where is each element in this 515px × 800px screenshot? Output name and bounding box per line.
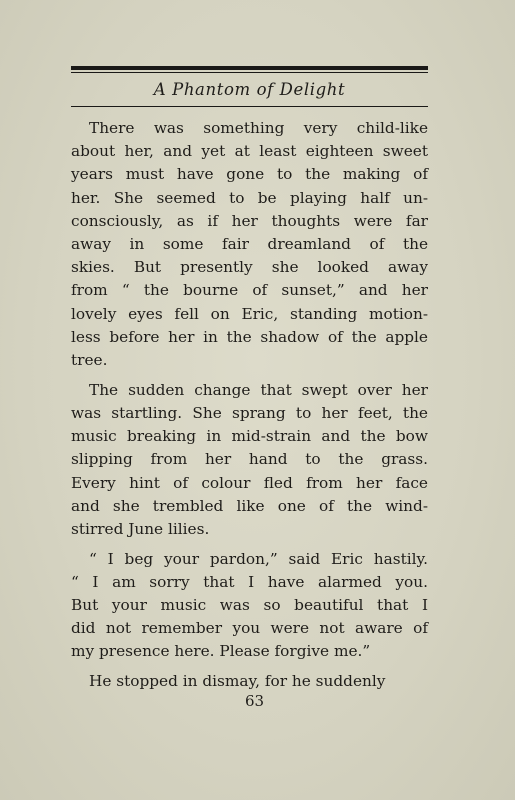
text-line: “ I am sorry that I have alarmed you. (71, 572, 428, 591)
text-line: from “ the bourne of sunset,” and her (71, 281, 428, 300)
header-rule-thick (71, 66, 428, 70)
text-line: away in some fair dreamland of the (71, 235, 428, 254)
header-rule-top (71, 72, 428, 73)
text-line: my presence here. Please forgive me.” (71, 642, 371, 661)
page-number: 63 (244, 692, 265, 710)
text-line: less before her in the shadow of the apple (71, 327, 428, 346)
text-line: The sudden change that swept over her (89, 380, 428, 399)
text-line: consciously, as if her thoughts were far (71, 211, 428, 230)
text-line: Every hint of colour fled from her face (71, 473, 428, 492)
text-line: did not remember you were not aware of (71, 619, 428, 638)
text-line: “ I beg your pardon,” said Eric hastily. (89, 549, 428, 568)
paragraph (71, 379, 428, 541)
text-line: music breaking in mid-strain and the bow (71, 427, 428, 446)
text-line: slipping from her hand to the grass. (71, 450, 428, 469)
text-line: and she trembled like one of the wind- (71, 496, 428, 515)
text-line: But your music was so beautiful that I (71, 596, 428, 615)
paragraph (71, 548, 428, 664)
text-line: about her, and yet at least eighteen sweet (71, 142, 428, 161)
text-line: stirred June lilies. (71, 519, 210, 538)
text-line: skies. But presently she looked away (71, 258, 428, 277)
body-text (71, 117, 428, 700)
text-line: He stopped in dismay, for he suddenly (89, 672, 386, 691)
header-rule-bottom (71, 106, 428, 107)
text-line: was startling. She sprang to her feet, the (71, 403, 428, 422)
running-title: A Phantom of Delight (153, 80, 346, 99)
text-line: tree. (71, 351, 108, 370)
text-line: lovely eyes fell on Eric, standing motion- (71, 304, 428, 323)
text-line: her. She seemed to be playing half un- (71, 188, 428, 207)
paragraph (71, 117, 428, 372)
text-line: years must have gone to the making of (71, 165, 428, 184)
text-line: There was something very child-like (89, 119, 428, 137)
